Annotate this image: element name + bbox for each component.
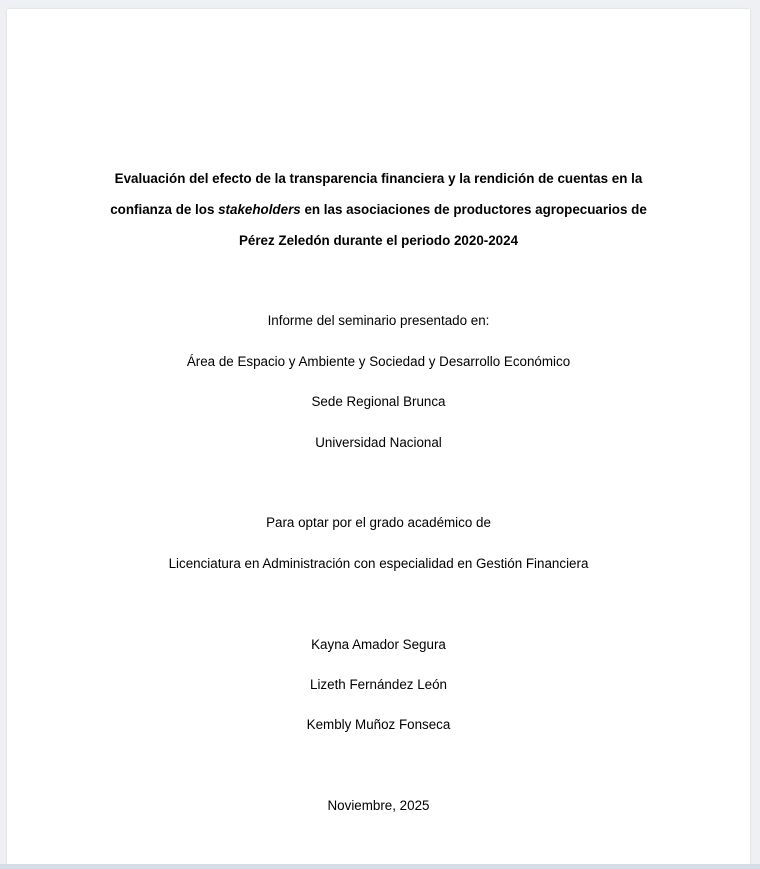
title-line-1: Evaluación del efecto de la transparencia financiera y la rendición de cuentas en la — [114, 171, 643, 186]
title-stakeholders-italic: stakeholders — [218, 202, 301, 217]
presented-in-text: Informe del seminario presentado en: — [267, 313, 490, 328]
document-page — [7, 9, 750, 864]
degree-text: Licenciatura en Administración con especialidad en Gestión Financiera — [168, 556, 589, 571]
university-text: Universidad Nacional — [315, 435, 442, 450]
degree-intro-text: Para optar por el grado académico de — [266, 515, 491, 530]
author-name: Kembly Muñoz Fonseca — [306, 717, 451, 732]
campus-text: Sede Regional Brunca — [311, 394, 446, 409]
author-name: Kayna Amador Segura — [311, 637, 446, 652]
title-line-2-start: confianza de los — [110, 202, 219, 217]
title-line-2 — [7, 202, 750, 218]
date-text: Noviembre, 2025 — [327, 798, 430, 813]
area-text: Área de Espacio y Ambiente y Sociedad y Desarrollo Económico — [186, 354, 571, 369]
title-line-2-end: en las asociaciones de productores agropecuarios de — [300, 202, 647, 217]
author-name: Lizeth Fernández León — [310, 677, 447, 692]
viewer-bottom-edge — [0, 864, 760, 869]
title-line-3: Pérez Zeledón durante el periodo 2020-2024 — [238, 233, 519, 248]
